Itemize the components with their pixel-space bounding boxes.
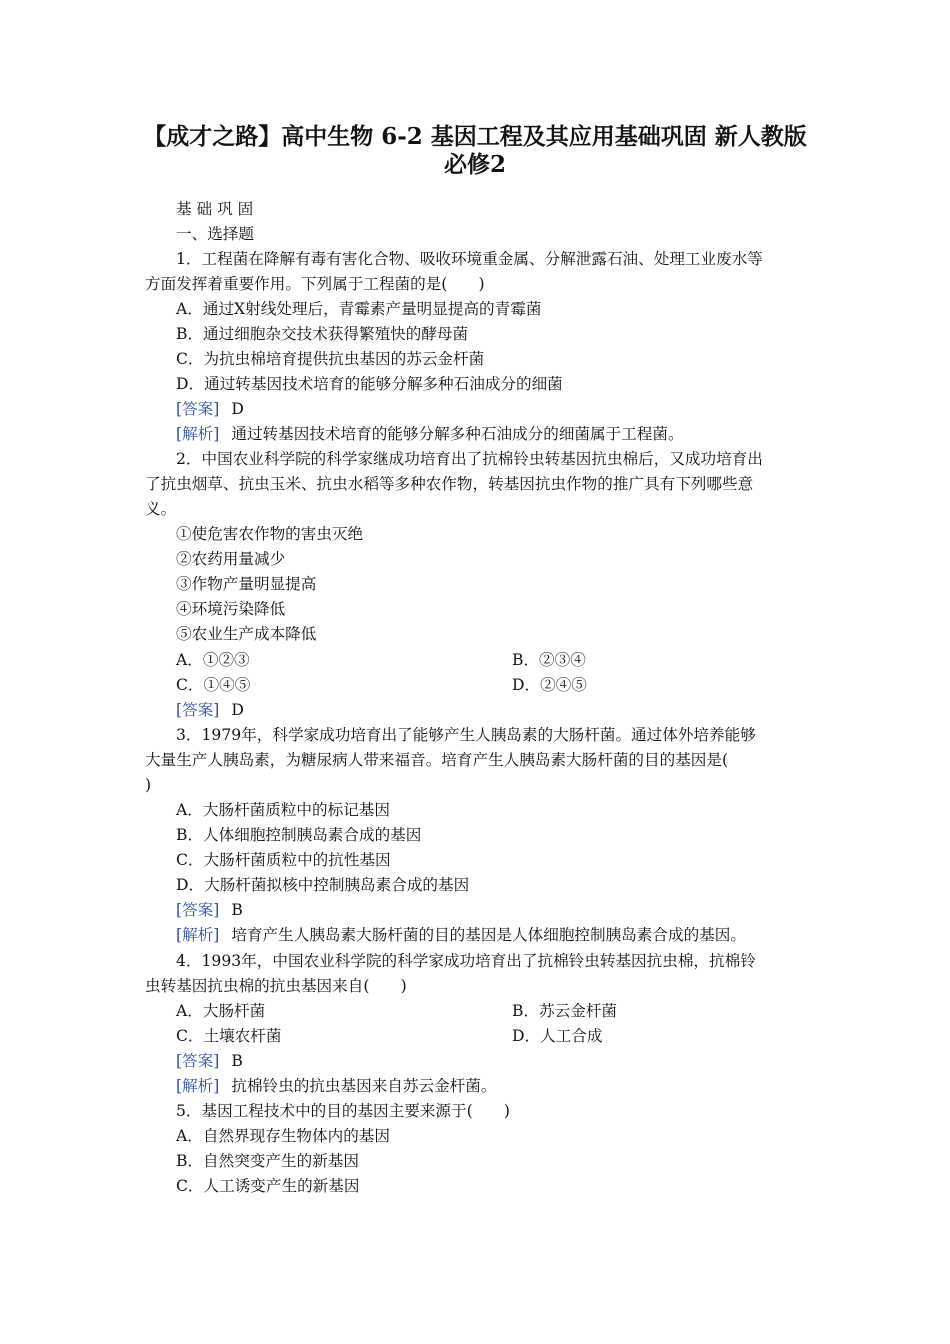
answer-value: D (231, 400, 244, 418)
answer-tag: [答案] (176, 901, 220, 919)
option-b: B．自然突变产生的新基因 (176, 1152, 359, 1170)
option-a: A．大肠杆菌 (176, 1002, 266, 1020)
analysis-line (176, 925, 746, 945)
question-stem: 大量生产人胰岛素，为糖尿病人带来福音。培育产生人胰岛素大肠杆菌的目的基因是( (145, 751, 729, 769)
statement-item: ⑤农业生产成本降低 (176, 625, 317, 643)
question-stem: 2．中国农业科学院的科学家继成功培育出了抗棉铃虫转基因抗虫棉后，又成功培育出 (176, 450, 763, 468)
part-heading: 一、选择题 (176, 225, 254, 243)
question-stem: 了抗虫烟草、抗虫玉米、抗虫水稻等多种农作物，转基因抗虫作物的推广具有下列哪些意 (145, 475, 754, 493)
answer-tag: [答案] (176, 400, 220, 418)
option-b: B．通过细胞杂交技术获得繁殖快的酵母菌 (176, 325, 469, 343)
answer-tag: [答案] (176, 1052, 220, 1070)
option-a: A．①②③ (176, 651, 250, 669)
answer-line (176, 700, 244, 720)
option-d: D．②④⑤ (512, 676, 587, 694)
option-d: D．通过转基因技术培育的能够分解多种石油成分的细菌 (176, 375, 563, 393)
option-a: A．大肠杆菌质粒中的标记基因 (176, 801, 390, 819)
option-b: B．苏云金杆菌 (512, 1002, 618, 1020)
option-d: D．大肠杆菌拟核中控制胰岛素合成的基因 (176, 876, 470, 894)
title-line-1: 【成才之路】高中生物 6-2 基因工程及其应用基础巩固 新人教版 (143, 123, 807, 150)
question-stem: 3．1979年，科学家成功培育出了能够产生人胰岛素的大肠杆菌。通过体外培养能够 (176, 726, 756, 744)
option-a: A．通过X射线处理后，青霉素产量明显提高的青霉菌 (176, 300, 542, 318)
answer-tag: [答案] (176, 701, 220, 719)
analysis-line (176, 1076, 496, 1096)
analysis-line (176, 424, 684, 444)
title-line-2: 必修2 (443, 151, 506, 178)
option-c: C．为抗虫棉培育提供抗虫基因的苏云金杆菌 (176, 350, 485, 368)
answer-value: B (231, 1052, 243, 1070)
statement-item: ②农药用量减少 (176, 550, 286, 568)
question-stem: 义。 (145, 500, 177, 518)
option-c: C．大肠杆菌质粒中的抗性基因 (176, 851, 391, 869)
option-b: B．人体细胞控制胰岛素合成的基因 (176, 826, 422, 844)
analysis-tag: [解析] (176, 425, 220, 443)
answer-value: D (231, 701, 244, 719)
statement-item: ③作物产量明显提高 (176, 575, 317, 593)
analysis-text: 通过转基因技术培育的能够分解多种石油成分的细菌属于工程菌。 (231, 425, 684, 443)
answer-line (176, 900, 243, 920)
option-d: D．人工合成 (512, 1027, 603, 1045)
answer-line (176, 1051, 243, 1071)
question-stem: ) (145, 776, 152, 794)
question-stem: 虫转基因抗虫棉的抗虫基因来自( ) (145, 977, 407, 995)
option-c: C．①④⑤ (176, 676, 251, 694)
answer-line (176, 399, 244, 419)
question-stem: 4．1993年，中国农业科学院的科学家成功培育出了抗棉铃虫转基因抗虫棉，抗棉铃 (176, 952, 756, 970)
statement-item: ①使危害农作物的害虫灭绝 (176, 525, 364, 543)
option-c: C．土壤农杆菌 (176, 1027, 282, 1045)
statement-item: ④环境污染降低 (176, 600, 286, 618)
question-stem: 5．基因工程技术中的目的基因主要来源于( ) (176, 1102, 510, 1120)
section-heading: 基 础 巩 固 (176, 200, 254, 218)
question-stem: 方面发挥着重要作用。下列属于工程菌的是( ) (145, 275, 485, 293)
option-c: C．人工诱变产生的新基因 (176, 1177, 360, 1195)
analysis-text: 培育产生人胰岛素大肠杆菌的目的基因是人体细胞控制胰岛素合成的基因。 (231, 926, 746, 944)
answer-value: B (231, 901, 243, 919)
question-stem: 1．工程菌在降解有毒有害化合物、吸收环境重金属、分解泄露石油、处理工业废水等 (176, 250, 763, 268)
analysis-tag: [解析] (176, 1077, 220, 1095)
analysis-text: 抗棉铃虫的抗虫基因来自苏云金杆菌。 (231, 1077, 497, 1095)
option-a: A．自然界现存生物体内的基因 (176, 1127, 390, 1145)
option-b: B．②③④ (512, 651, 586, 669)
analysis-tag: [解析] (176, 926, 220, 944)
